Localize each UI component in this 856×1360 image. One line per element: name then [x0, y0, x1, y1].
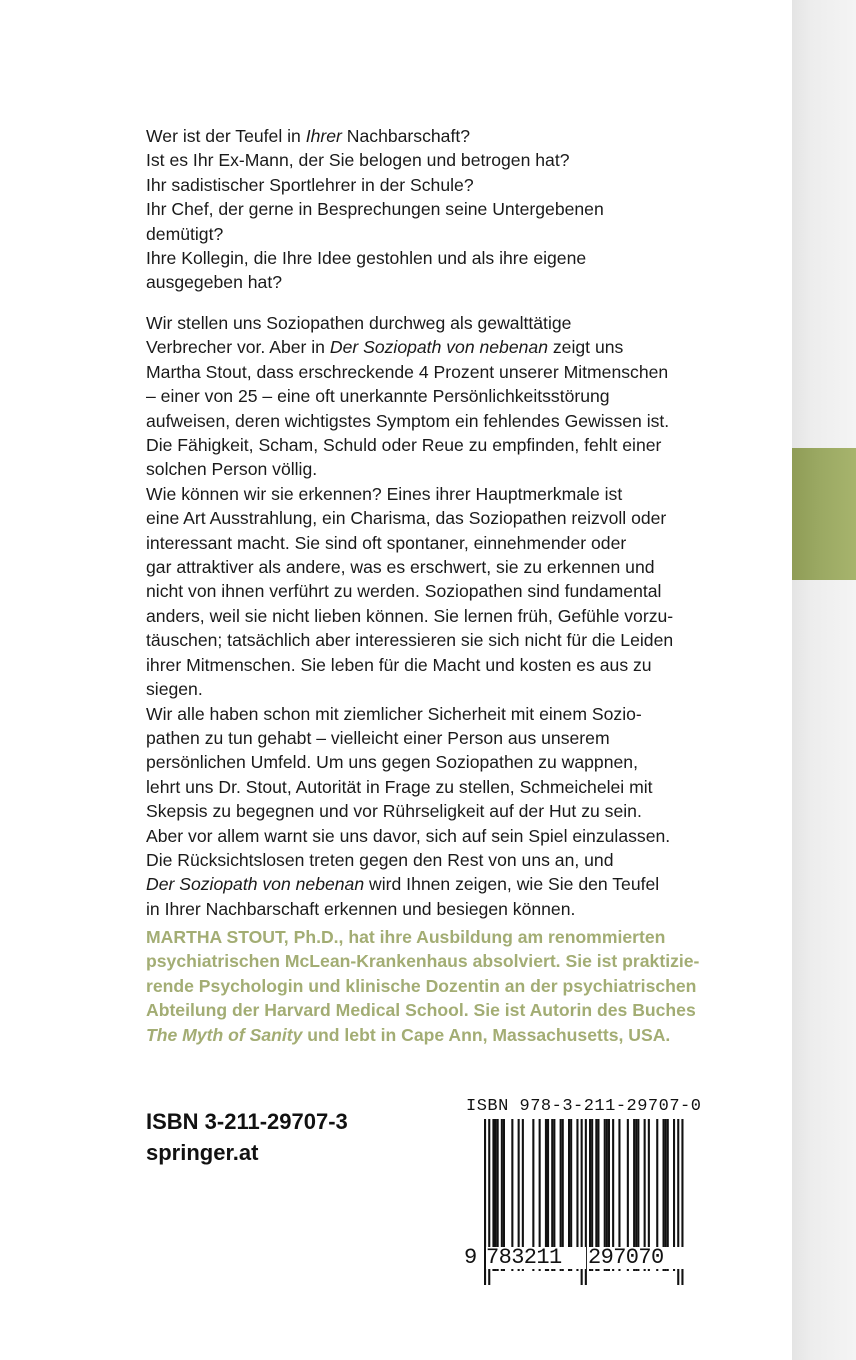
text-line: Wie können wir sie erkennen? Eines ihrer Hauptmerkmale ist	[146, 483, 623, 504]
text-line: ihrer Mitmenschen. Sie leben für die Macht und kosten es aus zu	[146, 654, 652, 675]
text-line: persönlichen Umfeld. Um uns gegen Soziopathen zu wappnen,	[146, 752, 638, 773]
book-spine	[792, 0, 856, 1360]
text-line: lehrt uns Dr. Stout, Autorität in Frage zu stellen, Schmeichelei mit	[146, 776, 653, 797]
text-line: Die Fähigkeit, Scham, Schuld oder Reue zu empfinden, fehlt einer	[146, 435, 662, 456]
text-line: Aber vor allem warnt sie uns davor, sich auf sein Spiel einzulassen.	[146, 825, 671, 846]
author-bio	[146, 925, 716, 1047]
text-line: Die Rücksichtslosen treten gegen den Rest von uns an, und	[146, 849, 614, 870]
text-line: – einer von 25 – eine oft unerkannte Persönlichkeitsstörung	[146, 386, 610, 407]
text-line: eine Art Ausstrahlung, ein Charisma, das Soziopathen reizvoll oder	[146, 508, 667, 529]
text-line: ausgegeben hat?	[146, 272, 282, 293]
text-line: Ihr Chef, der gerne in Besprechungen seine Untergebenen	[146, 199, 604, 220]
text-line: The Myth of Sanity und lebt in Cape Ann, Massachusetts, USA.	[146, 1024, 671, 1045]
text-line: gar attraktiver als andere, was es erschwert, sie zu erkennen und	[146, 557, 655, 578]
isbn10-text: ISBN 3-211-29707-3	[146, 1109, 348, 1134]
text-line: aufweisen, deren wichtigstes Symptom ein fehlendes Gewissen ist.	[146, 410, 670, 431]
text-line: anders, weil sie nicht lieben können. Sie lernen früh, Gefühle vorzu-	[146, 605, 674, 626]
publisher-url: springer.at	[146, 1140, 259, 1165]
barcode-right-digits: 297070	[588, 1247, 688, 1269]
text-line: interessant macht. Sie sind oft spontaner, einnehmender oder	[146, 532, 627, 553]
text-line: Wer ist der Teufel in Ihrer Nachbarschaft?	[146, 126, 471, 146]
text-line: solchen Person völlig.	[146, 459, 318, 480]
intro-questions	[146, 124, 716, 295]
barcode-first-digit: 9	[464, 1245, 478, 1270]
text-line: psychiatrischen McLean-Krankenhaus absolviert. Sie ist praktizie-	[146, 951, 700, 972]
text-line: siegen.	[146, 679, 203, 700]
text-line: in Ihrer Nachbarschaft erkennen und besiegen können.	[146, 898, 576, 919]
text-line: nicht von ihnen verführt zu werden. Soziopathen sind fundamental	[146, 581, 662, 602]
text-line: demütigt?	[146, 223, 224, 244]
description-text	[146, 311, 716, 921]
text-line: pathen zu tun gehabt – vielleicht einer Person aus unserem	[146, 727, 610, 748]
barcode-left-digits: 783211	[486, 1247, 586, 1269]
text-line: Ist es Ihr Ex-Mann, der Sie belogen und betrogen hat?	[146, 150, 570, 171]
barcode	[460, 1097, 708, 1287]
text-line: Abteilung der Harvard Medical School. Sie ist Autorin des Buches	[146, 1000, 696, 1021]
text-line: rende Psychologin und klinische Dozentin an der psychiatrischen	[146, 975, 697, 996]
text-line: Martha Stout, dass erschreckende 4 Prozent unserer Mitmenschen	[146, 361, 669, 382]
spine-color-band	[792, 448, 856, 580]
isbn13-label: ISBN 978-3-211-29707-0	[466, 1097, 702, 1116]
text-line: Der Soziopath von nebenan wird Ihnen zeigen, wie Sie den Teufel	[146, 874, 660, 895]
text-line: MARTHA STOUT, Ph.D., hat ihre Ausbildung am renommierten	[146, 927, 666, 947]
isbn-block	[146, 1106, 348, 1168]
text-line: täuschen; tatsächlich aber interessieren sie sich nicht für die Leiden	[146, 630, 674, 651]
text-line: Skepsis zu begegnen und vor Rührseligkeit auf der Hut zu sein.	[146, 801, 642, 822]
text-line: Wir alle haben schon mit ziemlicher Sicherheit mit einem Sozio-	[146, 703, 642, 724]
text-line: Ihre Kollegin, die Ihre Idee gestohlen und als ihre eigene	[146, 248, 587, 269]
text-line: Ihr sadistischer Sportlehrer in der Schule?	[146, 174, 474, 195]
text-line: Wir stellen uns Soziopathen durchweg als gewalttätige	[146, 313, 572, 333]
text-line: Verbrecher vor. Aber in Der Soziopath von nebenan zeigt uns	[146, 337, 624, 358]
